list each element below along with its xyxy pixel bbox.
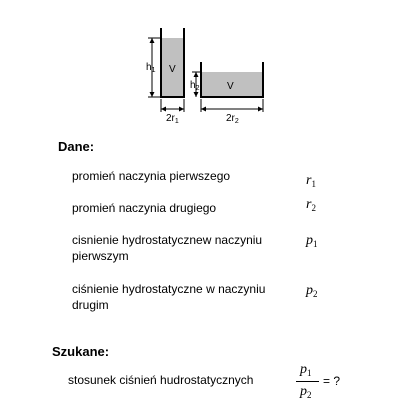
right-volume-label: V (227, 81, 234, 92)
sought-label: stosunek ciśnień hudrostatycznych (68, 373, 254, 387)
2r1-label: $2r_1$ (166, 113, 179, 125)
given-item-1-symbol: $r_1$ (306, 173, 316, 189)
ratio-denominator: $p_2$ (300, 384, 312, 400)
given-title: Dane: (58, 139, 95, 154)
given-item-2-label: promień naczynia drugiego (72, 201, 217, 215)
given-item-4-label: ciśnienie hydrostatyczne w naczyniu drugim (72, 282, 266, 312)
2r2-label: $2r_2$ (226, 113, 239, 125)
given-item-1-label: promień naczynia pierwszego (72, 169, 231, 183)
given-item-3-label: cisnienie hydrostatycznew naczyniu pierwszym (72, 233, 263, 263)
given-item-3-symbol: $p_1$ (306, 233, 318, 249)
given-item-2-symbol: $r_2$ (306, 197, 316, 213)
h1-label: $h_1$ (146, 62, 156, 74)
h2-label: $h_2$ (190, 80, 200, 92)
ratio-equals-question: = ? (323, 374, 341, 388)
left-volume-label: V (169, 64, 176, 75)
fraction-bar (296, 381, 319, 382)
vessels-diagram (0, 0, 410, 130)
pressure-ratio-formula (296, 360, 356, 404)
sought-title: Szukane: (52, 344, 110, 359)
given-item-4-symbol: $p_2$ (306, 283, 318, 299)
ratio-numerator: $p_1$ (300, 362, 312, 378)
